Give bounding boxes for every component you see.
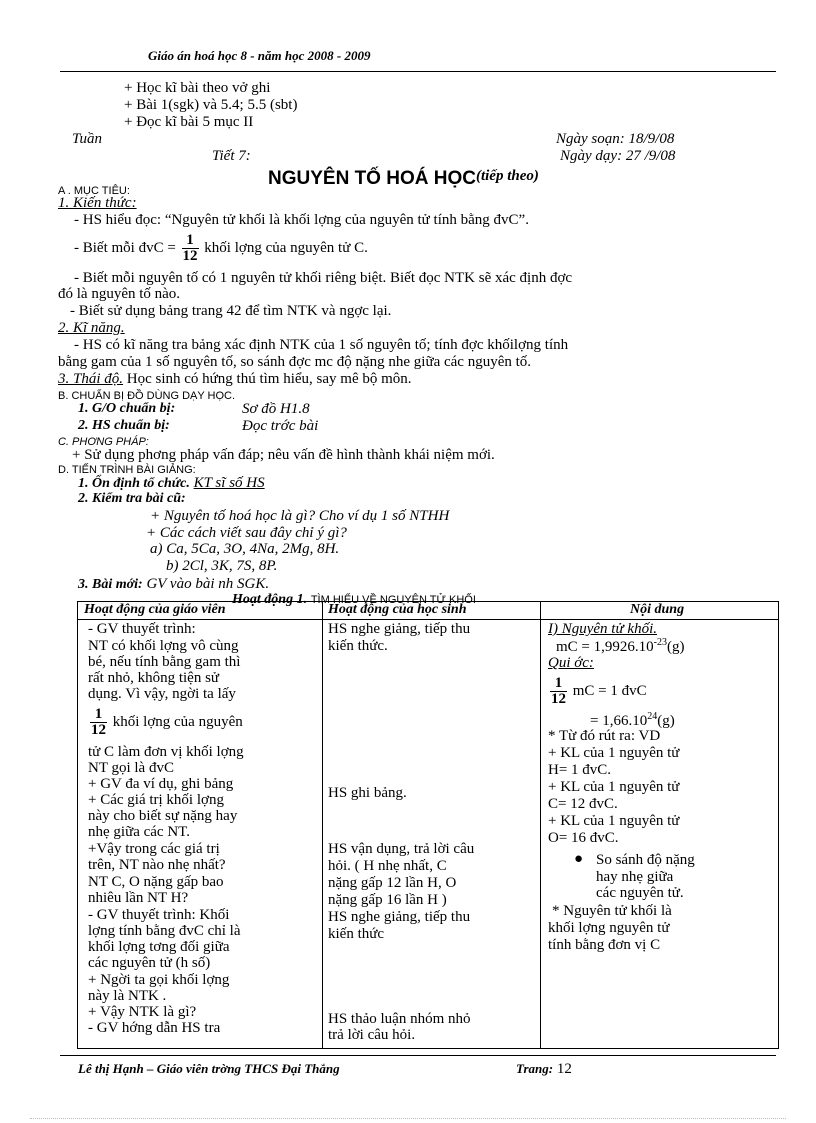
knowledge-heading: 1. Kiến thức: [58,195,137,211]
skill-1a: - HS có kĩ năng tra bảng xác định NTK của 1 số nguyên tố; tính đợc khốilợng tính [74,337,569,353]
gv-fraction-num: 1 [90,707,107,723]
activity-title: TÌM HIỂU VỀ NGUYÊN TỬ KHỐI [310,594,476,606]
prep-date: Ngày soạn: 18/9/08 [556,131,675,147]
lesson-title [268,169,539,190]
footer-author: Lê thị Hạnh – Giáo viên trờng THCS Đại Thắng [78,1061,340,1076]
hs-line: trả lời câu hỏi. [328,1027,416,1043]
knowledge-3b: đó là nguyên tố nào. [58,286,181,302]
gv-line: NT C, O nặng gấp bao [88,874,224,890]
hs-line: HS nghe giảng, tiếp thu [328,621,471,637]
fraction-den: 12 [182,248,198,264]
homework-line-1: + Học kĩ bài theo vở ghi [124,80,271,96]
method-text: + Sử dụng phơng pháp vấn đáp; nêu vấn đề hình thành khái niệm mới. [72,447,495,463]
table-header-content: Nội dung [630,602,685,617]
content-line: H= 1 đvC. [548,762,612,778]
gv-line: + Ngời ta gọi khối lợng [88,972,230,988]
gv-line: nhiêu lần NT H? [88,890,189,906]
content-line: * Từ đó rút ra: VD [548,728,661,744]
gv-line: - GV thuyết trình: Khối [88,907,230,923]
teacher-prep-label: 1. G/O chuẩn bị: [78,401,176,416]
gv-line: NT có khối lợng vô cùng [88,638,239,654]
footer-page [516,1061,572,1078]
fraction-one-twelfth [182,233,199,264]
gv-line-fraction [88,707,243,738]
gv-fraction-den: 12 [91,722,106,738]
content-bullet-line: các nguyên tử. [596,885,684,901]
content-mass-c-text: mC = 1,9926.10 [556,639,654,655]
teach-date: Ngày dạy: 27 /9/08 [560,148,676,164]
old-question-1: + Nguyên tố hoá học là gì? Cho ví dụ 1 số NTHH [150,508,450,524]
content-bullet-line: hay nhẹ giữa [596,869,674,885]
gv-line: - GV thuyết trình: [88,621,196,637]
lesson-title-main: NGUYÊN TỐ HOÁ HỌC [268,168,476,189]
content-mass-c [556,638,684,656]
content-bullet-line: So sánh độ nặng [596,852,695,868]
content-rule-eq-text: mC = 1 đvC [572,682,647,699]
page-header: Giáo án hoá học 8 - năm học 2008 - 2009 [148,48,371,63]
table-header-teacher: Hoạt động của giáo viên [84,602,226,617]
gv-line: + Các giá trị khối lợng [88,792,224,808]
content-fraction [550,676,567,707]
gv-line: khối lợng tơng đối giữa [88,939,230,955]
knowledge-3a: - Biết mỗi nguyên tố có 1 nguyên tử khối riêng biệt. Biết đọc NTK sẽ xác định đợc [74,270,573,286]
old-question-2: + Các cách viết sau đây chỉ ý gì? [146,525,347,541]
gv-line: dụng. Vì vậy, ngời ta lấy [88,686,236,702]
gv-line: các nguyên tử (h số) [88,955,211,971]
gv-line: +Vậy trong các giá trị [88,841,220,857]
lesson-title-sub: (tiếp theo) [475,168,539,184]
footer-rule [60,1055,776,1056]
section-d-heading: D. TIẾN TRÌNH BÀI GIẢNG: [58,464,196,476]
attitude-line [58,371,412,388]
hs-line: nặng gấp 16 lần H ) [328,892,447,908]
section-a-heading: A . MỤC TIÊU: [58,185,130,197]
attitude-text: Học sinh có hứng thú tìm hiểu, say mê bộ môn. [126,371,412,387]
content-definition: tính bằng đơn vị C [548,937,661,953]
content-rule-eq [548,676,647,707]
page-bottom-border [30,1118,786,1119]
table-header-student: Hoạt động của học sinh [328,602,467,617]
bullet-icon: ● [574,851,584,867]
homework-line-3: + Đọc kĩ bài 5 mục II [124,114,254,130]
d1-value: KT sĩ số HS [193,475,265,491]
gv-line: này cho biết sự nặng hay [88,808,238,824]
section-c-heading: C. PHƠNG PHÁP: [58,436,149,448]
student-prep-label: 2. HS chuẩn bị: [78,418,170,433]
old-question-b: b) 2Cl, 3K, 7S, 8P. [166,558,278,574]
content-mass-c-exp: -23 [653,637,667,648]
gv-line: lợng tính bằng đvC chỉ là [88,923,241,939]
hs-line: HS ghi bảng. [328,785,407,801]
content-line: + KL của 1 nguyên tử [548,745,680,761]
skill-1b: bằng gam của 1 số nguyên tố, so sánh đợc mc độ nặng nhe giữa các nguyên tố. [58,354,532,370]
section-b-heading: B. CHUẨN BỊ ĐỒ DÙNG DẠY HỌC. [58,390,236,402]
gv-line: tử C làm đơn vị khối lợng [88,744,244,760]
gv-fraction [90,707,107,738]
content-line: + KL của 1 nguyên tử [548,813,680,829]
knowledge-4: - Biết sử dụng bảng trang 42 để tìm NTK và ngợc lại. [70,303,392,319]
table-header-rule [78,619,778,620]
student-prep-value: Đọc trớc bài [242,418,319,434]
gv-line: này là NTK . [88,988,167,1004]
d3-label: 3. Bài mới: [78,577,143,592]
lesson-number: Tiết 7: [212,148,251,164]
hs-line: HS nghe giảng, tiếp thu [328,909,471,925]
gv-line: trên, NT nào nhẹ nhất? [88,857,226,873]
content-rule-label: Qui ớc: [548,655,594,671]
knowledge-2 [74,233,368,264]
content-rule-val-unit: (g) [657,713,675,729]
content-line: O= 16 đvC. [548,830,619,846]
hs-line: HS thảo luận nhóm nhỏ [328,1011,471,1027]
hs-line: kiến thức [328,926,385,942]
fraction-num: 1 [182,233,199,249]
content-line: C= 12 đvC. [548,796,618,812]
content-fraction-num: 1 [550,676,567,692]
footer-page-number: 12 [556,1061,572,1077]
content-mass-c-unit: (g) [666,639,685,655]
attitude-heading: 3. Thái độ. [58,371,124,387]
gv-line: nhẹ giữa các NT. [88,824,190,840]
week-label: Tuần [72,131,103,147]
activity-label: Hoạt động 1. [232,592,308,607]
hs-line: kiến thức. [328,638,388,654]
content-rule-val-text: = 1,66.10 [590,713,648,729]
footer-page-label: Trang: [516,1061,554,1076]
gv-line: NT gọi là đvC [88,760,174,776]
d2-label: 2. Kiểm tra bài cũ: [78,491,186,506]
header-rule [60,71,776,72]
knowledge-2-before: - Biết mỗi đvC = [74,239,176,256]
gv-line: + Vậy NTK là gì? [88,1004,197,1020]
content-heading: I) Nguyên tử khối. [548,621,657,637]
content-rule-val-exp: 24 [647,711,658,722]
hs-line: nặng gấp 12 lần H, O [328,875,457,891]
gv-line: bé, nếu tính bằng gam thì [88,654,241,670]
table-col-divider-1 [322,602,323,1048]
content-line: + KL của 1 nguyên tử [548,779,680,795]
homework-line-2: + Bài 1(sgk) và 5.4; 5.5 (sbt) [124,97,298,113]
d1-label: 1. Ổn định tổ chức. [78,476,190,491]
gv-line: rất nhỏ, không tiện sử [88,670,220,686]
gv-line: + GV đa ví dụ, ghi bảng [88,776,234,792]
content-definition: * Nguyên tử khối là [552,903,672,919]
d3-value: GV vào bài nh SGK. [146,576,270,592]
d1-line [78,475,265,492]
gv-line-5: khối lợng của nguyên [112,713,243,730]
content-definition: khối lợng nguyên tử [548,920,670,936]
skill-heading: 2. Kĩ năng. [58,320,125,336]
hs-line: HS vận dụng, trả lời câu [328,841,475,857]
table-col-divider-2 [540,602,541,1048]
content-fraction-den: 12 [551,691,566,707]
hs-line: hỏi. ( H nhẹ nhất, C [328,858,447,874]
gv-line: - GV hớng dẫn HS tra [88,1020,221,1036]
knowledge-1: - HS hiểu đọc: “Nguyên tử khối là khối lợng của nguyên tử tính bằng đvC”. [74,212,529,228]
knowledge-2-after: khối lợng của nguyên tử C. [204,239,368,256]
old-question-a: a) Ca, 5Ca, 3O, 4Na, 2Mg, 8H. [150,541,340,557]
activity-table [77,601,779,1049]
teacher-prep-value: Sơ đồ H1.8 [242,401,310,417]
